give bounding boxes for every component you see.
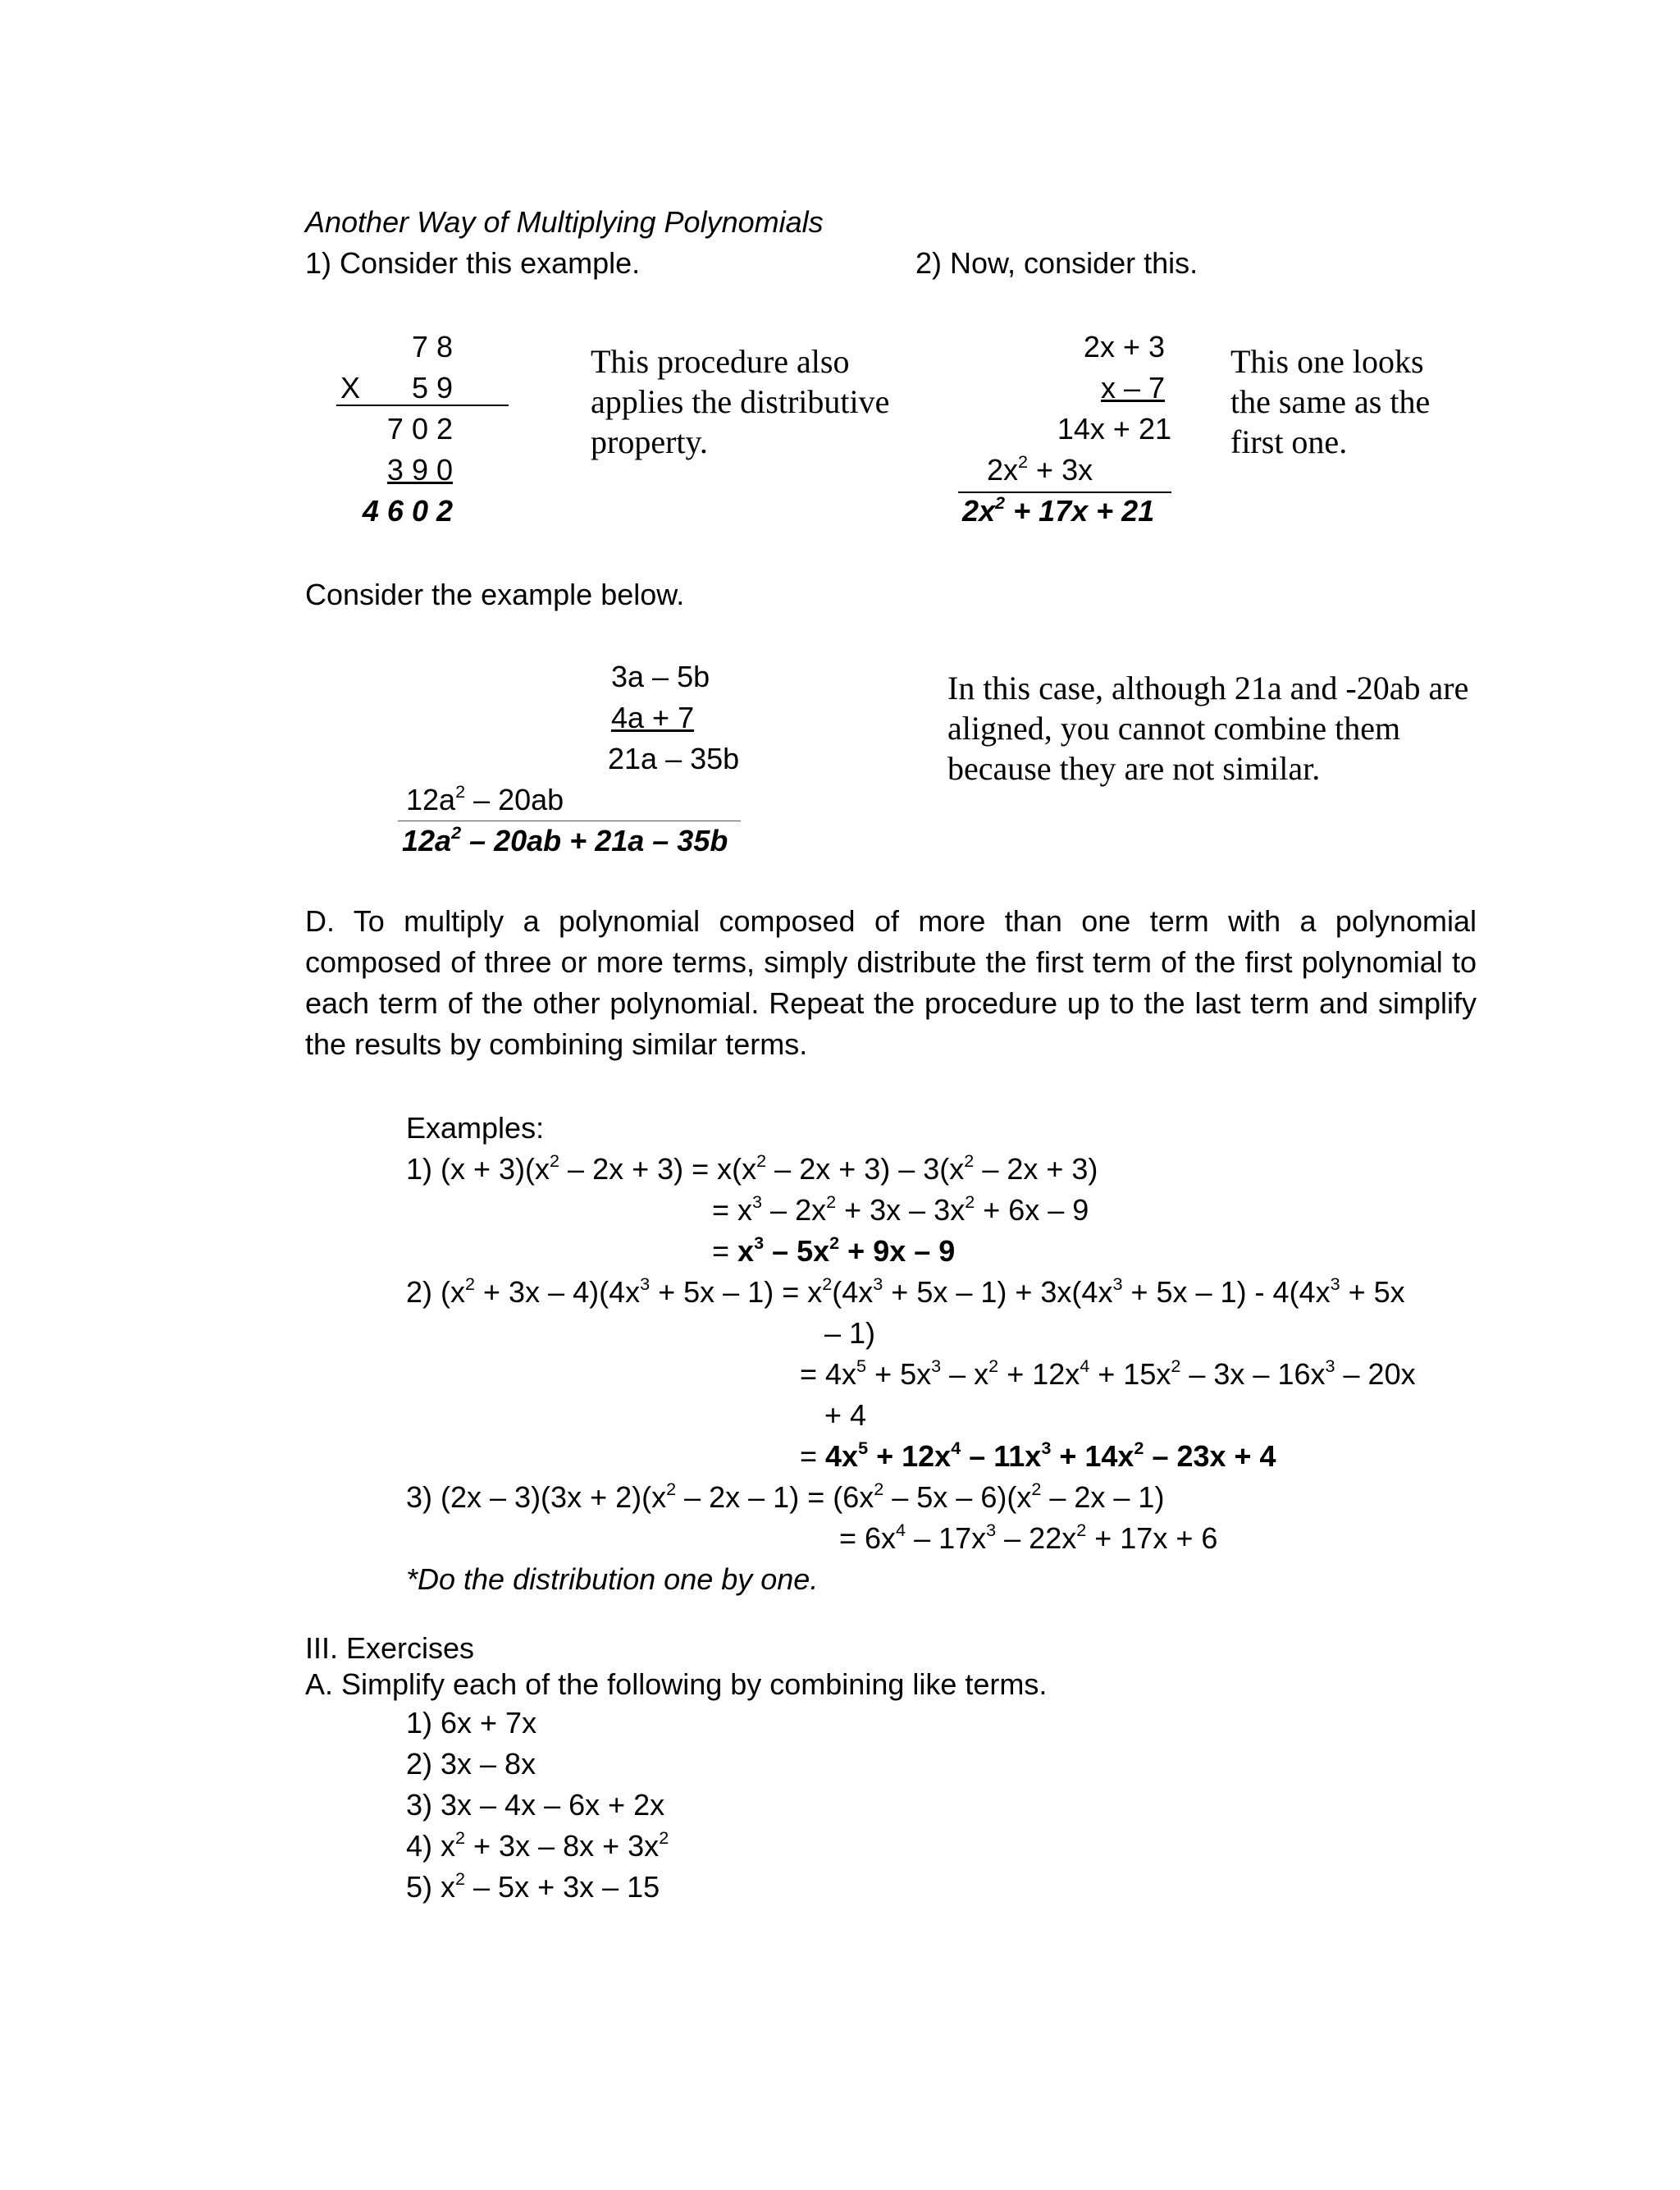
example1-partial2: 3 9 0	[386, 453, 453, 487]
example2-bottom: x – 7	[1100, 371, 1165, 405]
example-1-line-1: 1) $(x + 3)(x^2 - 2x + 3) = x(x^2 - 2x + 3) - 3(x^2 - 2x + 3)$	[406, 1150, 1098, 1186]
example3-note: In this case, although 21a and -20ab are aligned, you cannot combine them because they are not similar.	[947, 670, 1469, 787]
example-2-line-1: 2) $(x^2 + 3x - 4)(4x^3 + 5x - 1) = x^2(4x^3 + 5x - 1) + 3x(4x^3 + 5x - 1) - 4(4x^3 + 5x$	[406, 1273, 1405, 1309]
example2-partial2: $2x^2 + 3x$	[987, 450, 1093, 487]
exercises-instruction: A. Simplify each of the following by combining like terms.	[305, 1667, 1048, 1701]
example2-note: This one looks the same as the first one.	[1230, 343, 1431, 460]
example3-partial2: $12a^2 - 20ab$	[406, 780, 564, 816]
example3-top: 3a – 5b	[611, 660, 710, 693]
exercises-heading: III. Exercises	[305, 1631, 475, 1665]
example-1-line-3: = $x^3 - 5x^2 + 9x - 9$	[712, 1232, 956, 1268]
example3-result: $12a^2 - 20ab + 21a - 35b$	[402, 821, 728, 857]
exercise-item-2: 2) 3x – 8x	[406, 1747, 536, 1781]
example-2-line-4: + 4	[824, 1398, 867, 1432]
example1-partial1: 7 0 2	[386, 412, 453, 446]
example2-top: 2x + 3	[1083, 330, 1165, 363]
example1-rule	[336, 405, 509, 406]
section-d-paragraph: D. To multiply a polynomial composed of more than one term with a polynomial composed of three or more terms, simply distribute the first term of the first polynomial to each term of the other polynomial. Repeat the procedure up to the last term and simplify the results by combining similar terms.	[305, 904, 1477, 1061]
example-3-line-2: = $6x^4 - 17x^3 - 22x^2 + 17x + 6$	[839, 1519, 1218, 1555]
example-2-line-2: – 1)	[824, 1316, 876, 1350]
example-2-line-3: = $4x^5 + 5x^3 - x^2 + 12x^4 + 15x^2 - 3x - 16x^3 - 20x$	[800, 1355, 1416, 1391]
example1-heading: 1) Consider this example.	[305, 246, 641, 280]
exercise-item-3: 3) 3x – 4x – 6x + 2x	[406, 1788, 665, 1822]
examples-footnote: *Do the distribution one by one.	[406, 1562, 819, 1596]
example3-heading: Consider the example below.	[305, 578, 685, 611]
example2-partial1: 14x + 21	[1057, 412, 1171, 446]
exercise-item-5: 5) $x^2 - 5x + 3x - 15$	[406, 1868, 660, 1904]
exercise-item-4: 4) $x^2 + 3x - 8x + 3x^2$	[406, 1827, 669, 1863]
example-2-line-5: = $4x^5 + 12x^4 - 11x^3 + 14x^2 - 23x + 4$	[800, 1437, 1276, 1473]
exercise-item-1: 1) 6x + 7x	[406, 1706, 537, 1740]
example1-note: This procedure also applies the distributive property.	[591, 343, 890, 460]
example-1-line-2: = $x^3 - 2x^2 + 3x - 3x^2 + 6x - 9$	[712, 1191, 1089, 1227]
example2-heading: 2) Now, consider this.	[915, 246, 1198, 280]
example1-product: 4 6 0 2	[362, 494, 453, 528]
examples-label: Examples:	[406, 1111, 545, 1145]
example1-multiplicand: 7 8	[411, 330, 453, 363]
example1-multiplier: 5 9	[411, 371, 453, 405]
example-3-line-1: 3) $(2x - 3)(3x + 2)(x^2 - 2x - 1) = (6x^2 - 5x - 6)(x^2 - 2x - 1)$	[406, 1478, 1165, 1514]
example3-bottom: 4a + 7	[611, 701, 695, 734]
example1-sign: X	[340, 371, 361, 405]
example2-result: $2x^2 + 17x + 21$	[962, 491, 1155, 528]
example2-rule	[958, 491, 1171, 493]
page-title: Another Way of Multiplying Polynomials	[305, 205, 824, 239]
example3-partial1: 21a – 35b	[608, 742, 740, 775]
